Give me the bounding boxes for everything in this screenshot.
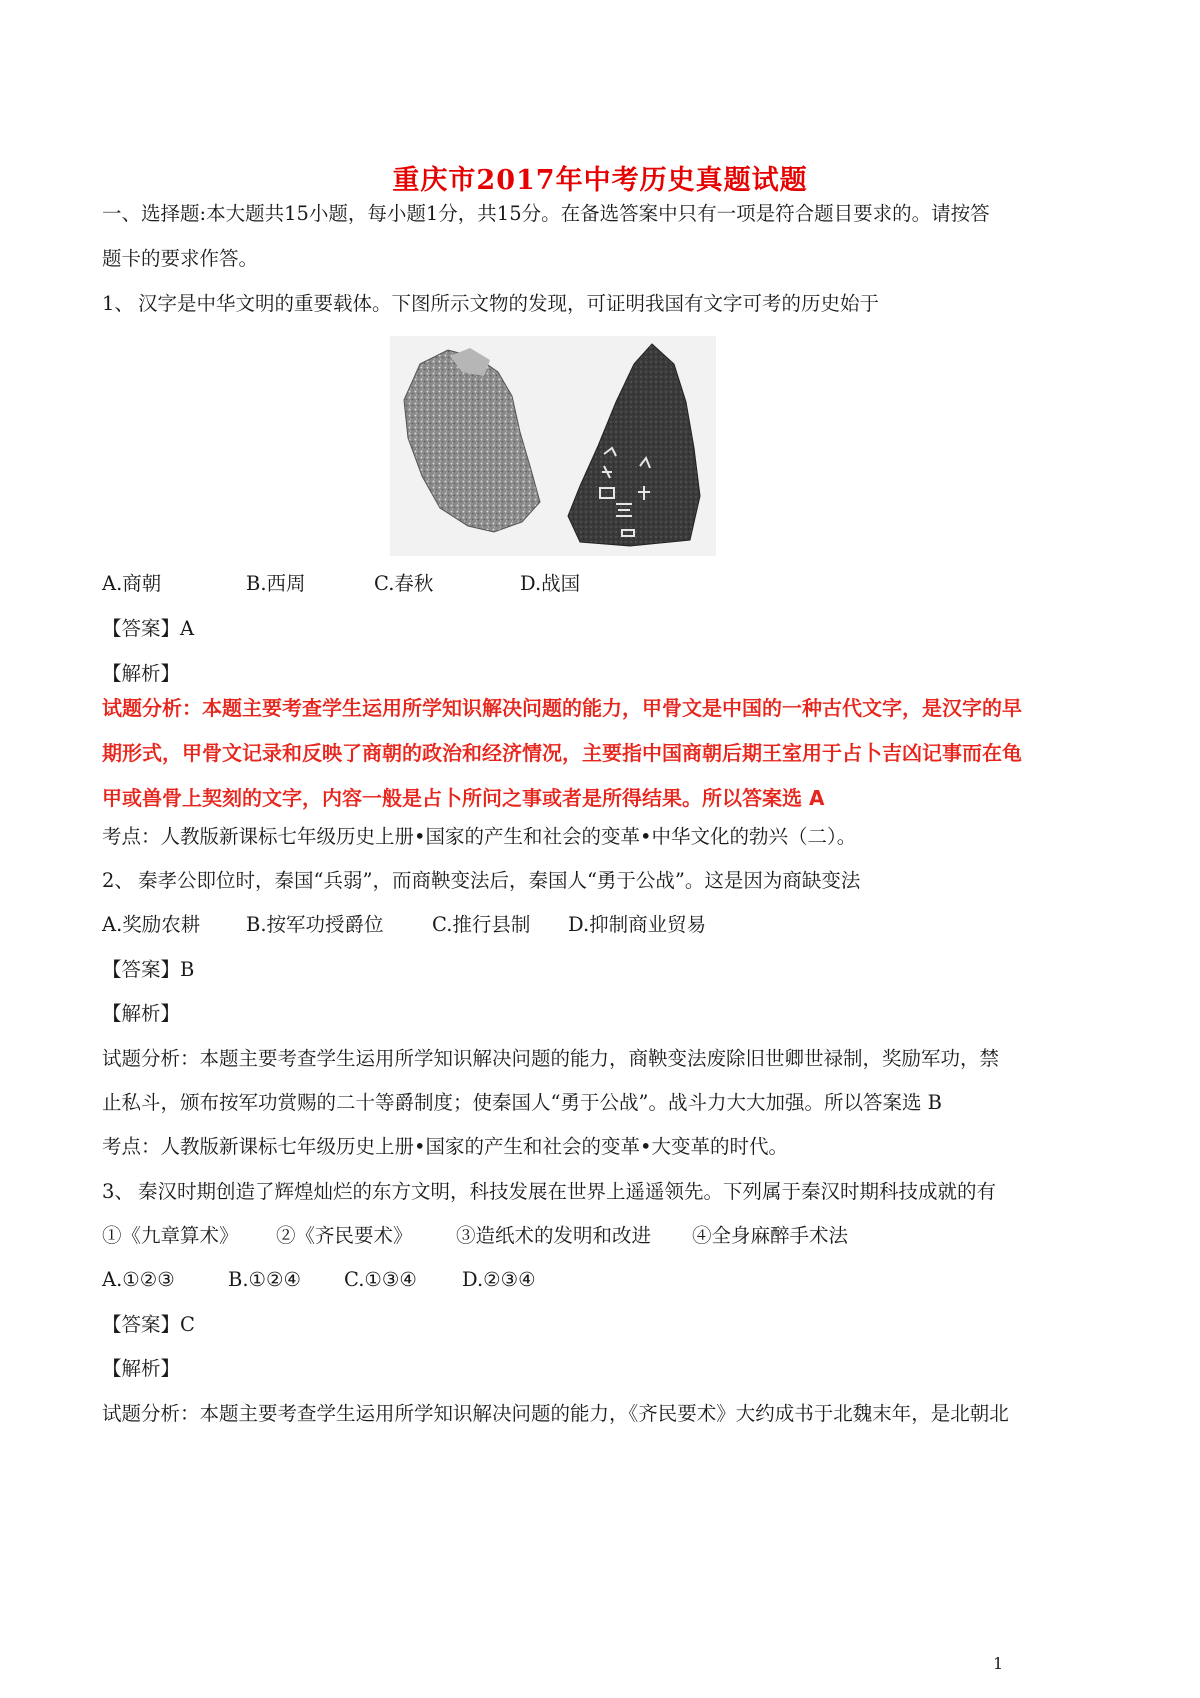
- question-3-analysis-line-1: 试题分析：本题主要考查学生运用所学知识解决问题的能力，《齐民要术》大约成书于北魏末年，是北朝北: [102, 1402, 1009, 1425]
- question-2-analysis-line-1: 试题分析：本题主要考查学生运用所学知识解决问题的能力，商鞅变法废除旧世卿世禄制，奖励军功，禁: [102, 1047, 1000, 1070]
- option-d[interactable]: D.抑制商业贸易: [568, 913, 707, 936]
- option-d[interactable]: D.②③④: [462, 1268, 536, 1291]
- question-2-stem: [102, 869, 1102, 893]
- option-b[interactable]: B.西周: [246, 572, 306, 595]
- question-text: 汉字是中华文明的重要载体。下图所示文物的发现，可证明我国有文字可考的历史始于: [138, 292, 880, 315]
- question-2-analysis-line-2: 止私斗，颁布按军功赏赐的二十等爵制度；使秦国人“勇于公战”。战斗力大大加强。所以答案选 B: [102, 1091, 942, 1114]
- item-1: ①《九章算术》: [102, 1224, 239, 1247]
- question-3-answer: 【答案】C: [102, 1313, 195, 1336]
- question-2-answer: 【答案】B: [102, 958, 195, 981]
- oracle-bone-figure: [390, 336, 716, 556]
- question-number: 2、: [102, 869, 134, 892]
- page-title: 重庆市2017年中考历史真题试题: [392, 165, 808, 196]
- option-a[interactable]: A.奖励农耕: [102, 913, 201, 936]
- question-1-analysis-line-2: 期形式，甲骨文记录和反映了商朝的政治和经济情况，主要指中国商朝后期王室用于占卜吉凶记事而在龟: [102, 741, 1022, 765]
- option-c[interactable]: C.推行县制: [432, 913, 531, 936]
- question-1-stem: [102, 292, 1102, 316]
- option-d[interactable]: D.战国: [520, 572, 581, 595]
- option-c[interactable]: C.春秋: [374, 572, 434, 595]
- question-text: 秦汉时期创造了辉煌灿烂的东方文明，科技发展在世界上遥遥领先。下列属于秦汉时期科技成就的有: [138, 1180, 997, 1203]
- question-1-point: 考点：人教版新课标七年级历史上册•国家的产生和社会的变革•中华文化的勃兴（二）。: [102, 825, 857, 848]
- question-2-analysis-label: 【解析】: [102, 1002, 181, 1025]
- option-c[interactable]: C.①③④: [344, 1268, 417, 1291]
- question-1-analysis-label: 【解析】: [102, 662, 181, 685]
- item-3: ③造纸术的发明和改进: [456, 1224, 652, 1247]
- question-number: 1、: [102, 292, 134, 315]
- question-3-stem: [102, 1180, 1102, 1204]
- question-1-analysis-line-3: 甲或兽骨上契刻的文字，内容一般是占卜所问之事或者是所得结果。所以答案选 A: [102, 786, 825, 810]
- question-1-answer: 【答案】A: [102, 617, 195, 640]
- question-text: 秦孝公即位时，秦国“兵弱”，而商鞅变法后，秦国人“勇于公战”。这是因为商缺变法: [138, 869, 861, 892]
- section-intro-line-1: 一、选择题:本大题共15小题，每小题1分，共15分。在备选答案中只有一项是符合题目要求的。请按答: [102, 202, 990, 225]
- question-number: 3、: [102, 1180, 134, 1203]
- option-b[interactable]: B.①②④: [228, 1268, 301, 1291]
- question-3-analysis-label: 【解析】: [102, 1357, 181, 1380]
- question-2-point: 考点：人教版新课标七年级历史上册•国家的产生和社会的变革•大变革的时代。: [102, 1135, 789, 1158]
- item-4: ④全身麻醉手术法: [692, 1224, 849, 1247]
- option-a[interactable]: A.商朝: [102, 572, 162, 595]
- question-1-analysis-line-1: 试题分析：本题主要考查学生运用所学知识解决问题的能力，甲骨文是中国的一种古代文字，是汉字的早: [102, 696, 1022, 720]
- option-a[interactable]: A.①②③: [102, 1268, 175, 1291]
- section-intro-line-2: 题卡的要求作答。: [102, 247, 259, 270]
- option-b[interactable]: B.按军功授爵位: [246, 913, 384, 936]
- item-2: ②《齐民要术》: [276, 1224, 413, 1247]
- page-number: 1: [993, 1654, 1004, 1673]
